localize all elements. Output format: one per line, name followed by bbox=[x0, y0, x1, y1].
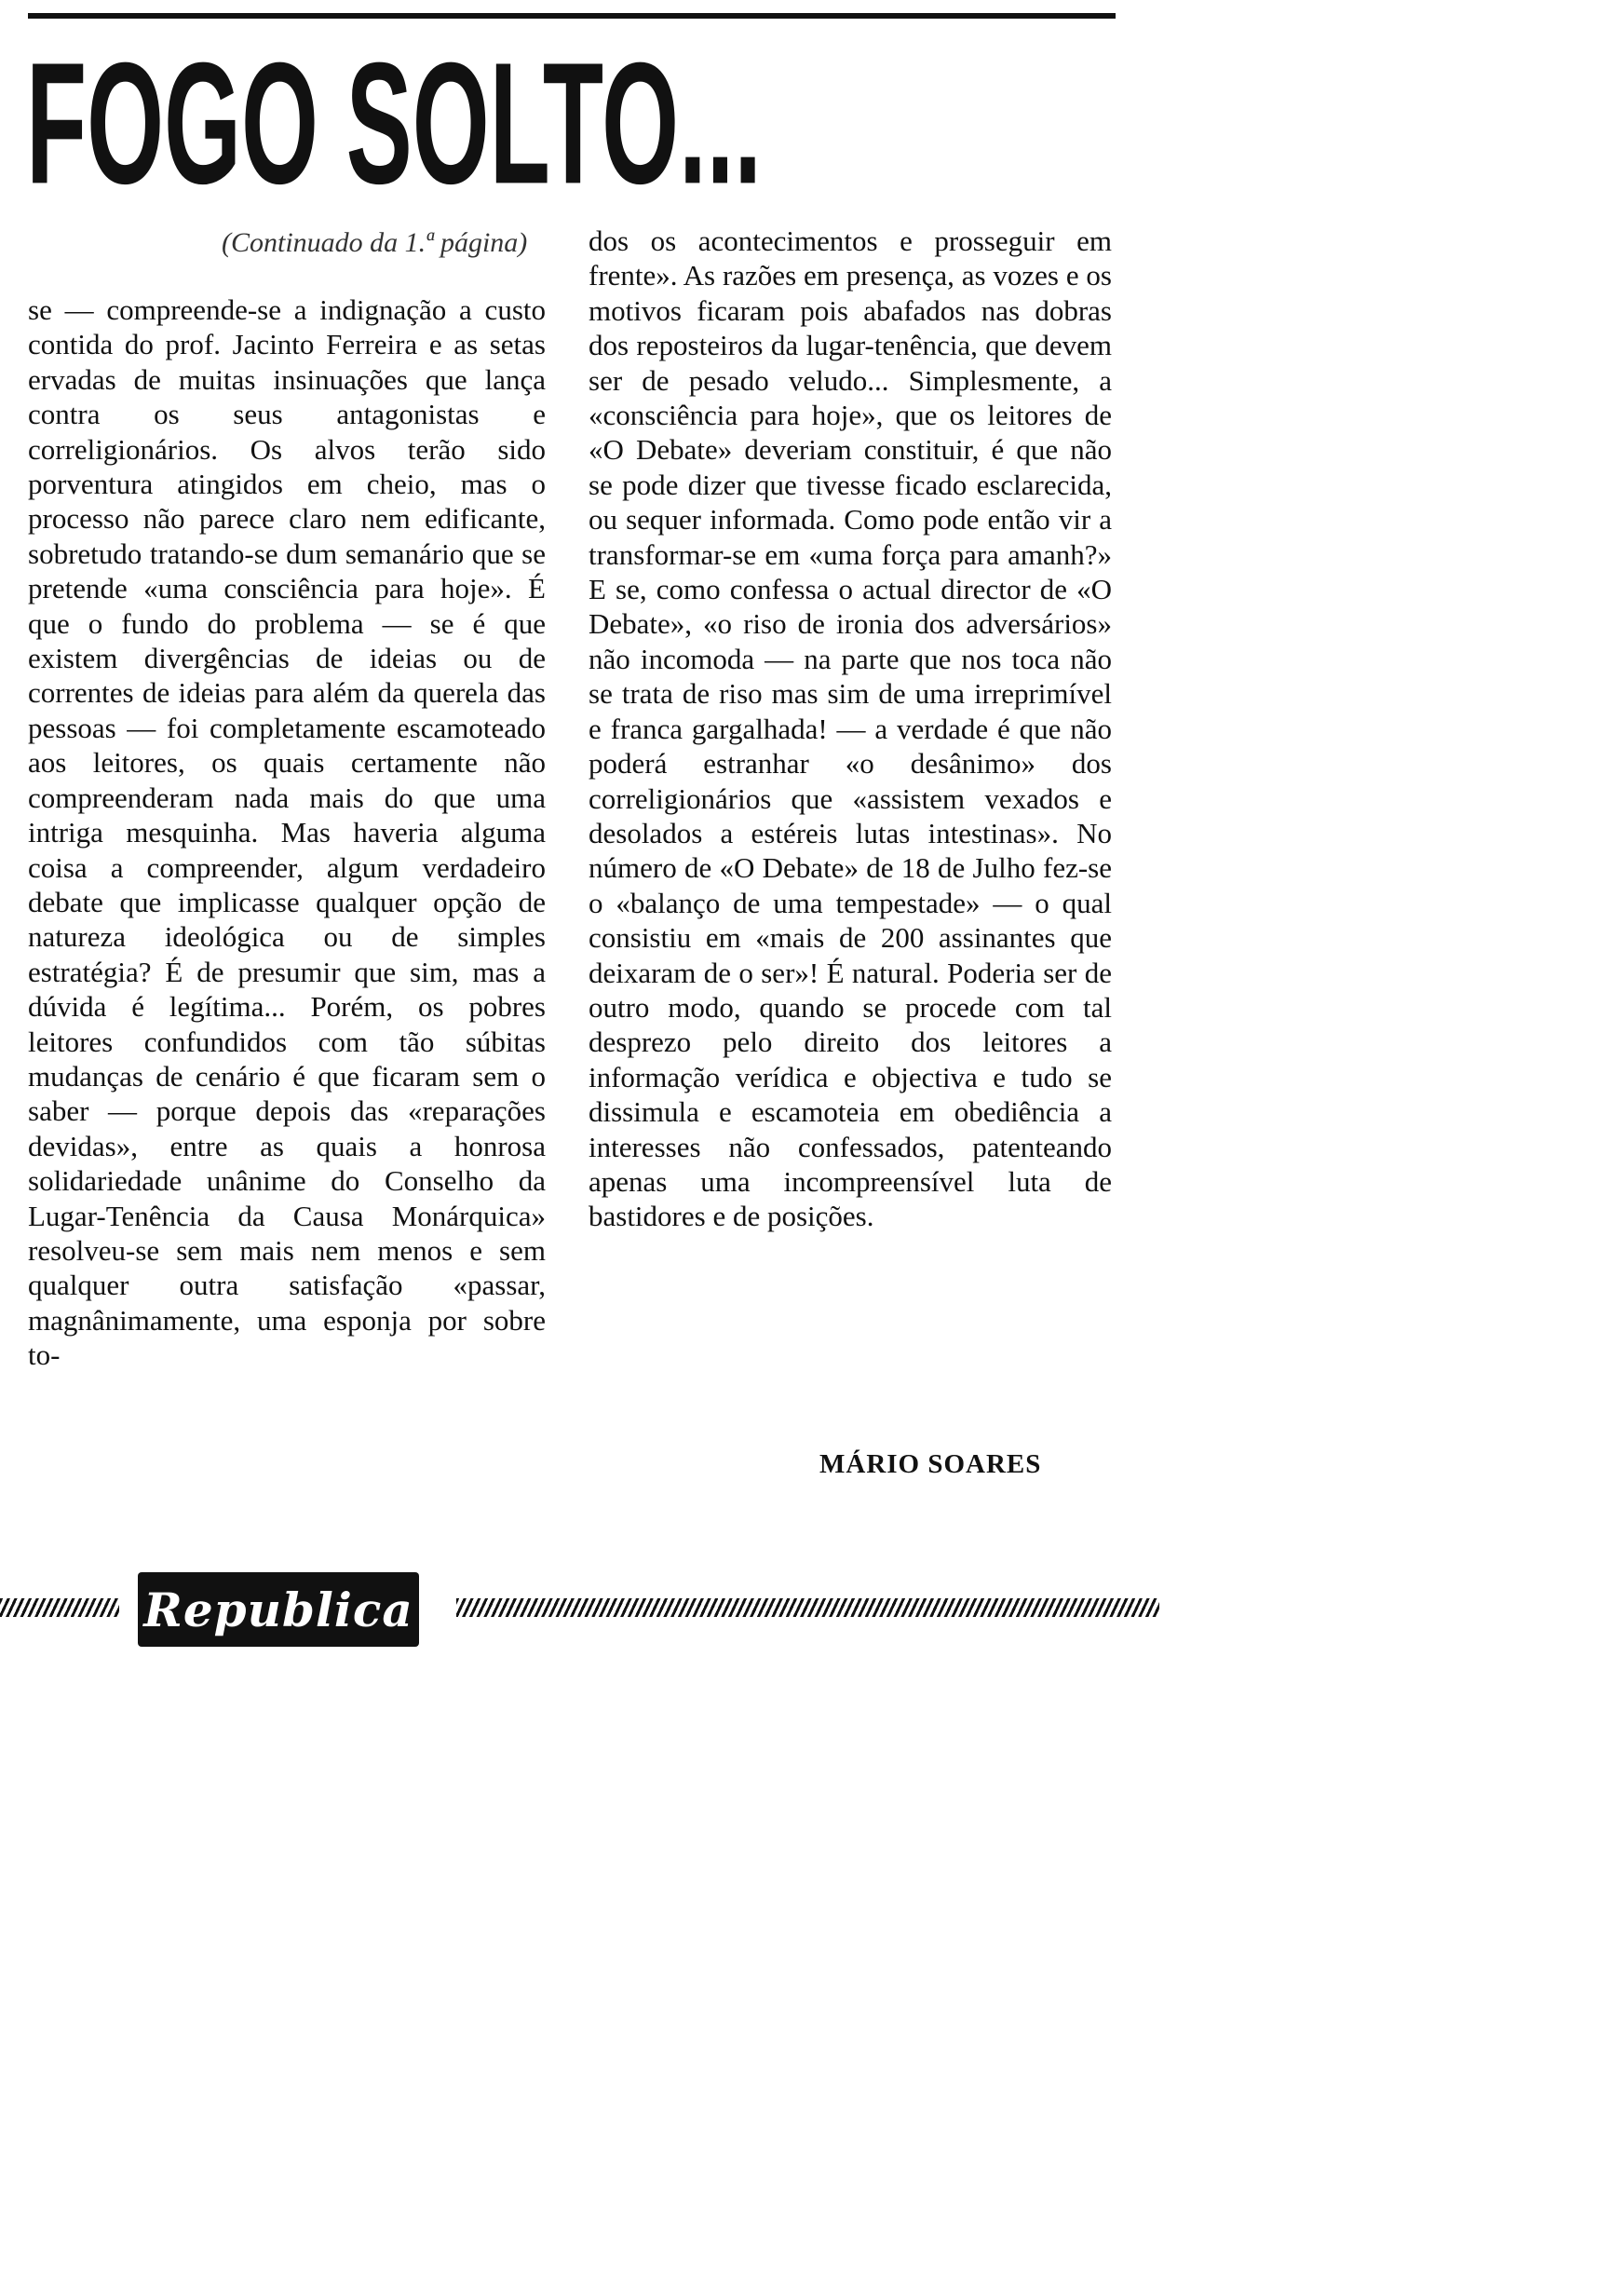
top-rule bbox=[28, 13, 1116, 19]
article-column-right: dos os acontecimentos e prosseguir em frente». As razões em presença, as vozes e os motivos ficaram pois abafados nas dobras dos reposteiros da lugar-tenência, que devem ser de pesado veludo... Simplesmente, a «consciência para hoje», que os leitores de «O Debate» deveriam constituir, é que não se pode dizer que tivesse ficado esclarecida, ou sequer informada. Como pode então vir a transformar-se em «uma força para amanh?» E se, como confessa o actual director de «O Debate», «o riso de ironia dos adversários» não incomoda — na parte que nos toca não se trata de riso mas sim de uma irreprimível e franca gargalhada! — a verdade é que não poderá estranhar «o desânimo» dos correligionários que «assistem vexados e desolados a estéreis lutas intestinas». No número de «O Debate» de 18 de Julho fez-se o «balanço de uma tempestade» — o qual consistiu em «mais de 200 assinantes que deixaram de o ser»! É natural. Poderia ser de outro modo, quando se procede com tal desprezo pelo direito dos leitores a informação verídica e objectiva e tudo se dissimula e escamoteia em obediência a interesses não confessados, patenteando apenas uma incompreensível luta de bastidores e de posições. bbox=[589, 224, 1112, 1233]
hatch-rule-left bbox=[0, 1598, 119, 1617]
author-signature: MÁRIO SOARES bbox=[819, 1449, 1042, 1479]
hatch-rule-right bbox=[456, 1598, 1159, 1617]
masthead-logo-text: Republica bbox=[143, 1582, 413, 1637]
article-column-left: se — compreende-se a indignação a custo contida do prof. Jacinto Ferreira e as setas ervadas de muitas insinuações que lança contra os seus antagonistas e correligionários. Os alvos terão sido porventura atingidos em cheio, mas o processo não parece claro nem edificante, sobretudo tratando-se dum semanário que se pretende «uma consciência para hoje». É que o fundo do problema — se é que existem divergências de ideias ou de correntes de ideias para além da querela das pessoas — foi completamente escamoteado aos leitores, os quais certamente não compreenderam nada mais do que uma intriga mesquinha. Mas haveria alguma coisa a compreender, algum verdadeiro debate que implicasse qualquer opção de natureza ideológica ou de simples estratégia? É de presumir que sim, mas a dúvida é legítima... Porém, os pobres leitores confundidos com tão súbitas mudanças de cenário é que ficaram sem o saber — porque depois das «reparações devidas», entre as quais a honrosa solidariedade unânime do Conselho da Lugar-Tenência da Causa Monárquica» resolveu-se sem mais nem menos e sem qualquer outra satisfação «passar, magnânimamente, uma esponja por sobre to- bbox=[28, 293, 546, 1372]
newspaper-footer bbox=[0, 1572, 1164, 1656]
continuation-note: (Continuado da 1.ª página) bbox=[222, 227, 528, 258]
headline: FOGO SOLTO... bbox=[26, 26, 762, 221]
masthead-logo bbox=[138, 1572, 419, 1647]
